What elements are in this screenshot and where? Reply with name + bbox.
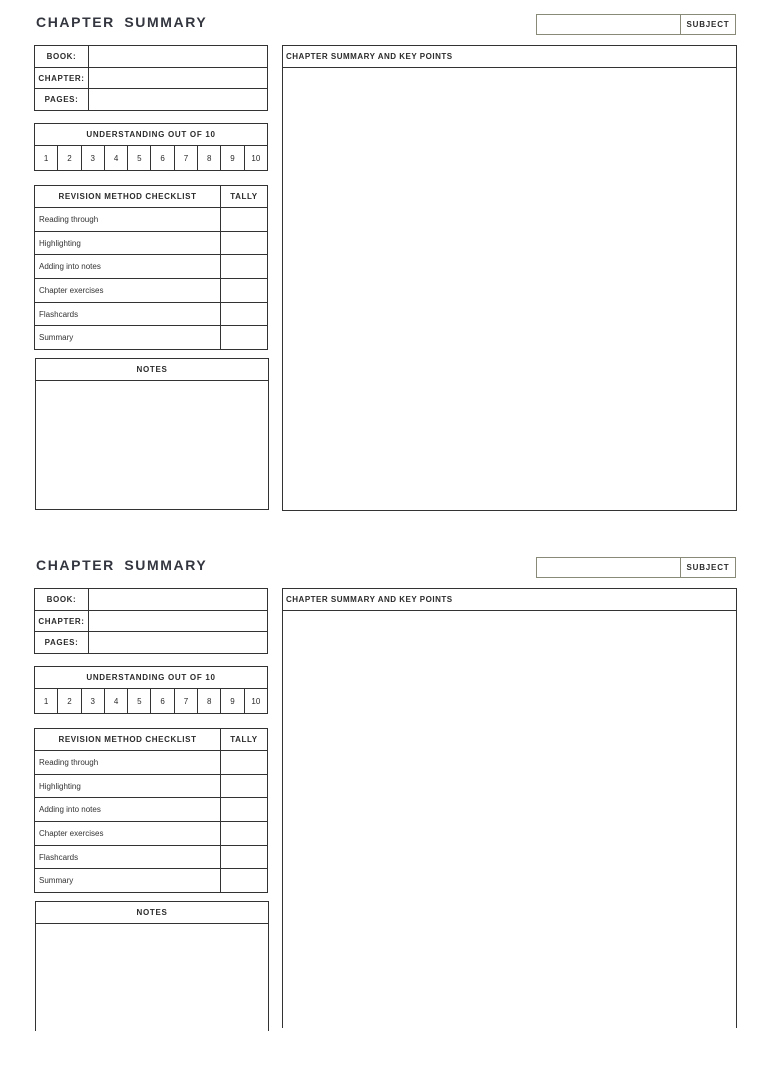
understanding-header: UNDERSTANDING OUT OF 10 [35,667,268,689]
method-label: Adding into notes [35,798,221,822]
rating-cell[interactable]: 10 [244,146,267,171]
method-label: Highlighting [35,774,221,798]
subject-box [536,14,736,35]
rating-cell[interactable]: 2 [58,689,81,714]
method-label: Summary [35,869,221,893]
page-title: CHAPTER SUMMARY [36,14,208,30]
notes-box[interactable] [35,358,269,510]
chapter-label: CHAPTER: [35,67,89,89]
rating-cell[interactable]: 9 [221,689,244,714]
tally-cell[interactable] [221,326,268,350]
tally-cell[interactable] [221,231,268,255]
subject-label: SUBJECT [686,20,730,29]
book-field[interactable] [89,589,268,611]
rating-cell[interactable]: 9 [221,146,244,171]
rating-cell[interactable]: 1 [35,146,58,171]
revision-checklist-table [34,185,268,350]
book-info-table [34,45,268,111]
summary-header: CHAPTER SUMMARY AND KEY POINTS [283,46,736,68]
method-label: Reading through [35,751,221,775]
understanding-header: UNDERSTANDING OUT OF 10 [35,124,268,146]
pages-field[interactable] [89,632,268,654]
tally-cell[interactable] [221,751,268,775]
chapter-label: CHAPTER: [35,610,89,632]
checklist-header: REVISION METHOD CHECKLIST [35,729,221,751]
tally-cell[interactable] [221,208,268,232]
rating-cell[interactable]: 10 [244,689,267,714]
subject-box [536,557,736,578]
revision-checklist-table [34,728,268,893]
method-label: Chapter exercises [35,279,221,303]
subject-field[interactable] [537,558,681,577]
page-title: CHAPTER SUMMARY [36,557,208,573]
method-label: Highlighting [35,231,221,255]
notes-header: NOTES [36,359,268,381]
checklist-header: REVISION METHOD CHECKLIST [35,186,221,208]
method-label: Flashcards [35,302,221,326]
book-info-table [34,588,268,654]
rating-cell[interactable]: 5 [128,689,151,714]
tally-cell[interactable] [221,302,268,326]
rating-cell[interactable]: 3 [81,689,104,714]
method-label: Flashcards [35,845,221,869]
understanding-table [34,123,268,171]
book-label: BOOK: [35,589,89,611]
rating-cell[interactable]: 1 [35,689,58,714]
book-label: BOOK: [35,46,89,68]
tally-cell[interactable] [221,279,268,303]
method-label: Summary [35,326,221,350]
chapter-summary-box[interactable] [282,45,737,511]
subject-field[interactable] [537,15,681,34]
tally-header: TALLY [221,186,268,208]
tally-cell[interactable] [221,822,268,846]
rating-cell[interactable]: 6 [151,689,174,714]
notes-header: NOTES [36,902,268,924]
method-label: Adding into notes [35,255,221,279]
tally-cell[interactable] [221,845,268,869]
summary-sheet-2 [0,543,768,1086]
chapter-field[interactable] [89,610,268,632]
rating-cell[interactable]: 2 [58,146,81,171]
rating-cell[interactable]: 4 [104,689,127,714]
method-label: Chapter exercises [35,822,221,846]
tally-cell[interactable] [221,774,268,798]
rating-cell[interactable]: 3 [81,146,104,171]
chapter-field[interactable] [89,67,268,89]
rating-cell[interactable]: 6 [151,146,174,171]
tally-header: TALLY [221,729,268,751]
pages-field[interactable] [89,89,268,111]
summary-header: CHAPTER SUMMARY AND KEY POINTS [283,589,736,611]
tally-cell[interactable] [221,798,268,822]
rating-cell[interactable]: 8 [198,689,221,714]
pages-label: PAGES: [35,89,89,111]
understanding-table [34,666,268,714]
notes-box[interactable] [35,901,269,1031]
pages-label: PAGES: [35,632,89,654]
rating-cell[interactable]: 5 [128,146,151,171]
method-label: Reading through [35,208,221,232]
rating-cell[interactable]: 8 [198,146,221,171]
rating-cell[interactable]: 7 [174,689,197,714]
rating-cell[interactable]: 4 [104,146,127,171]
chapter-summary-box[interactable] [282,588,737,1028]
tally-cell[interactable] [221,869,268,893]
book-field[interactable] [89,46,268,68]
tally-cell[interactable] [221,255,268,279]
subject-label: SUBJECT [686,563,730,572]
rating-cell[interactable]: 7 [174,146,197,171]
